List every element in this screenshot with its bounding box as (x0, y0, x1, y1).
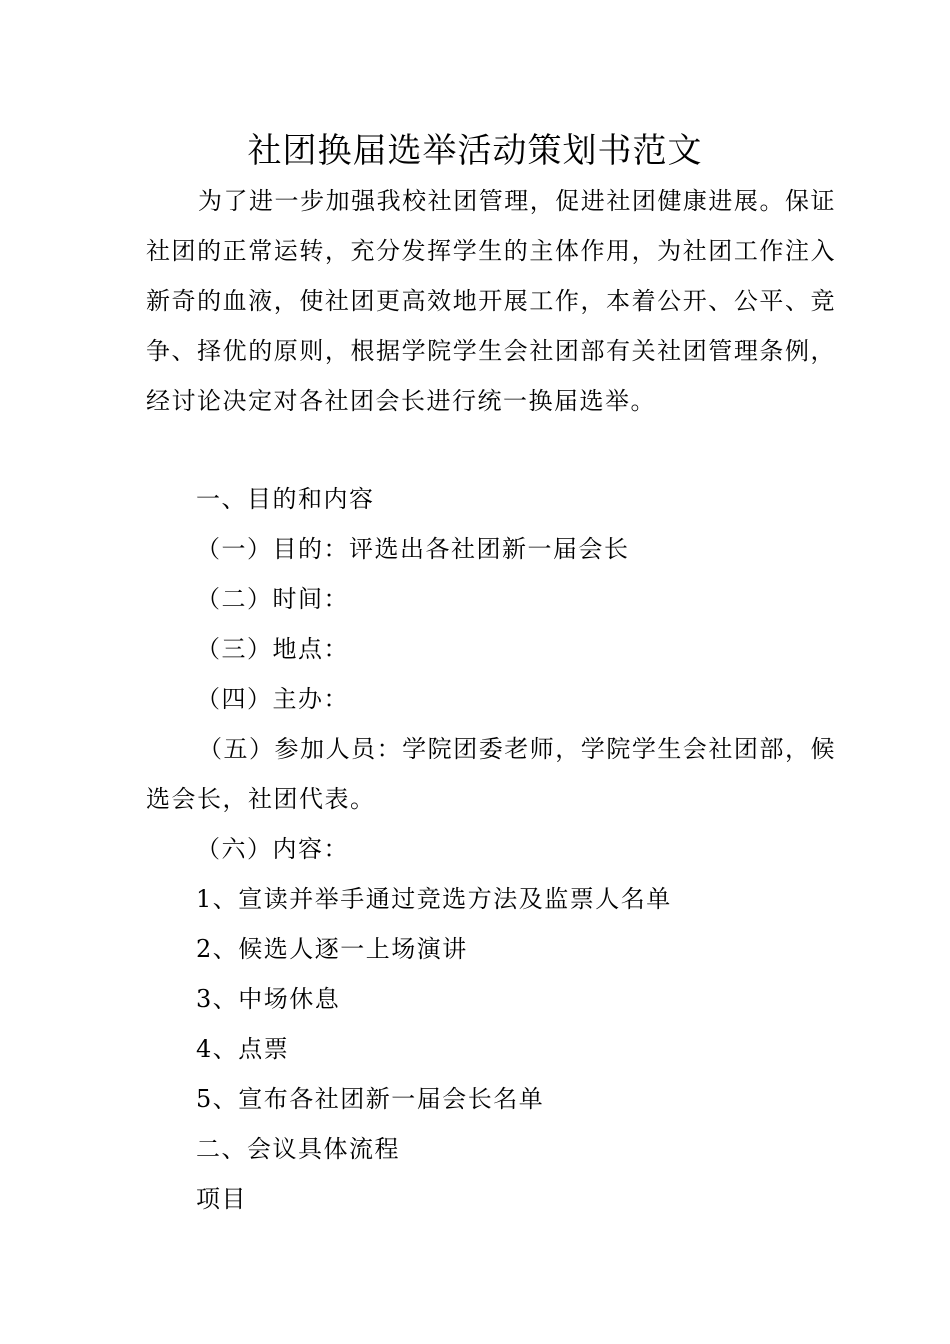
section-heading-purpose-content: 一、目的和内容 (196, 485, 375, 513)
document-title: 社团换届选举活动策划书范文 (247, 131, 703, 171)
item-time: （二）时间： (196, 585, 349, 613)
step-item: 5、宣布各社团新一届会长名单 (196, 1085, 545, 1113)
table-heading: 项目 (196, 1185, 247, 1213)
item-content: （六）内容： (196, 835, 349, 863)
step-item: 4、点票 (196, 1035, 290, 1063)
item-host: （四）主办： (196, 685, 349, 713)
step-item: 1、宣读并举手通过竞选方法及监票人名单 (196, 885, 672, 913)
intro-paragraph: 为了进一步加强我校社团管理，促进社团健康进展。保证社团的正常运转，充分发挥学生的主体作用，为社团工作注入新奇的血液，使社团更高效地开展工作，本着公开、公平、竞争、择优的原则，根据学院学生会社团部有关社团管理条例，经讨论决定对各社团会长进行统一换届选举。 (146, 187, 836, 415)
item-place: （三）地点： (196, 635, 349, 663)
section-heading-meeting-process: 二、会议具体流程 (196, 1135, 400, 1163)
item-participants: （五）参加人员：学院团委老师，学院学生会社团部，候选会长，社团代表。 (146, 735, 836, 813)
step-item: 2、候选人逐一上场演讲 (196, 935, 468, 963)
item-purpose: （一）目的：评选出各社团新一届会长 (196, 535, 630, 563)
step-item: 3、中场休息 (196, 985, 341, 1013)
